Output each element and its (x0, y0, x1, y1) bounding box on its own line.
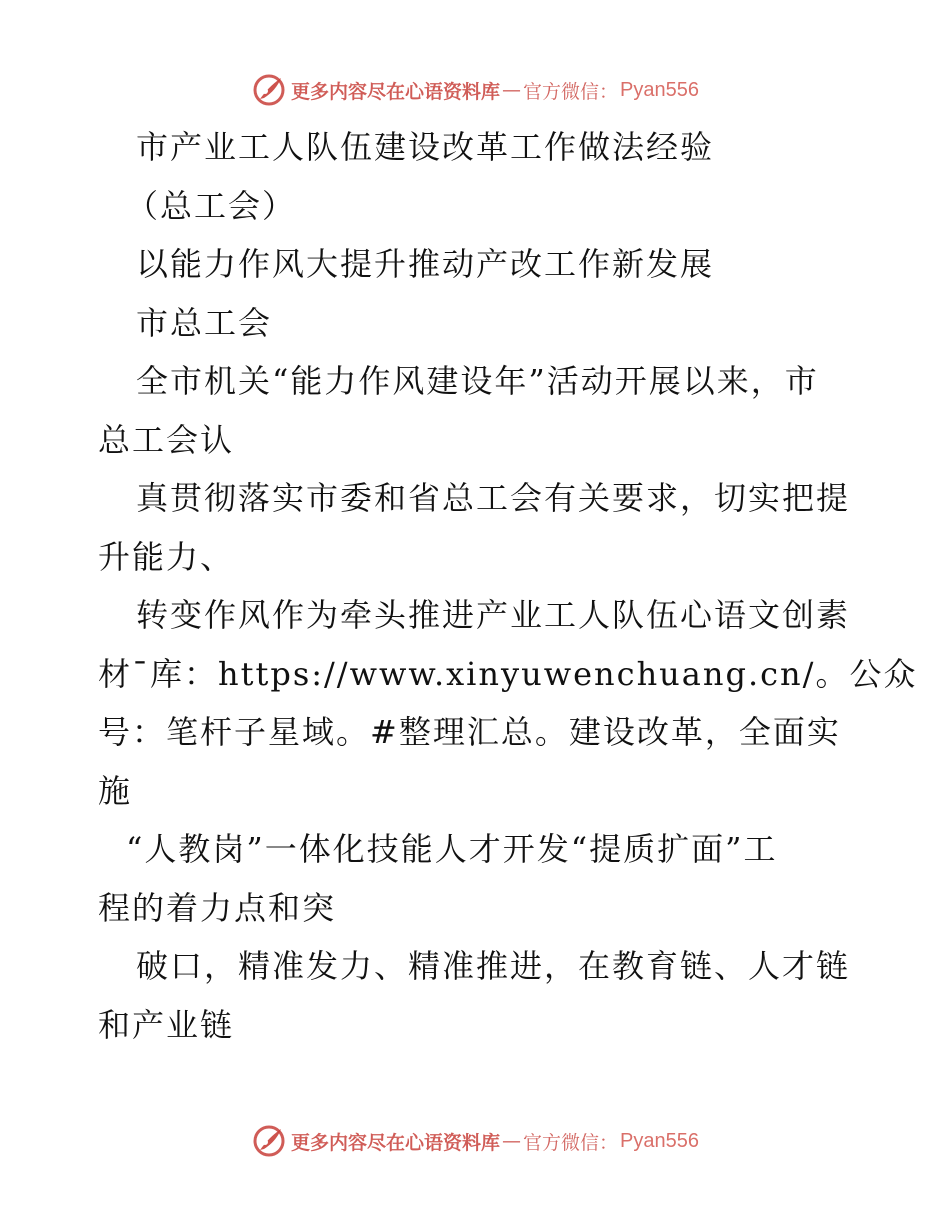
paragraph-line: 施 (98, 771, 133, 810)
watermark-banner-bottom (0, 1121, 950, 1161)
document-body (98, 118, 918, 1054)
watermark-dash: — (502, 1130, 522, 1152)
paragraph-line: 升能力、 (98, 537, 235, 576)
watermark-text: 更多内容尽在心语资料库 (291, 1131, 501, 1154)
watermark-wechat-label: 官方微信： (523, 80, 619, 103)
paragraph-line: 总工会认 (98, 420, 235, 459)
paragraph-line: 全市机关“能力作风建设年”活动开展以来，市 (136, 362, 819, 400)
subtitle-line: （总工会） (126, 186, 297, 225)
paragraph-line: 真贯彻落实市委和省总工会有关要求，切实把提 (136, 479, 851, 517)
paragraph-line: 破口，精准发力、精准推进，在教育链、人才链 (136, 947, 851, 985)
heading-line: 以能力作风大提升推动产改工作新发展 (136, 245, 715, 283)
watermark-dash: — (502, 79, 522, 101)
paragraph-line: 和产业链 (98, 1005, 235, 1044)
paragraph-line: 材¯库：https://www.xinyuwenchuang.cn/。公众 (98, 654, 918, 693)
paragraph-line: 程的着力点和突 (98, 888, 337, 927)
watermark-wechat-id: Pyan556 (620, 78, 699, 101)
title-line: 市产业工人队伍建设改革工作做法经验 (136, 128, 715, 166)
watermark-wechat-id: Pyan556 (620, 1129, 699, 1152)
paragraph-line: 转变作风作为牵头推进产业工人队伍心语文创素 (136, 596, 851, 634)
paragraph-line: “人教岗”一体化技能人才开发“提质扩面”工 (126, 830, 778, 868)
watermark-text: 更多内容尽在心语资料库 (291, 80, 501, 103)
watermark-banner-top (0, 70, 950, 110)
quill-circle-icon (251, 1123, 287, 1159)
paragraph-line: 号：笔杆子星域。#整理汇总。建设改革，全面实 (98, 713, 841, 751)
watermark-wechat-label: 官方微信： (523, 1131, 619, 1154)
author-line: 市总工会 (136, 303, 273, 342)
quill-circle-icon (251, 72, 287, 108)
